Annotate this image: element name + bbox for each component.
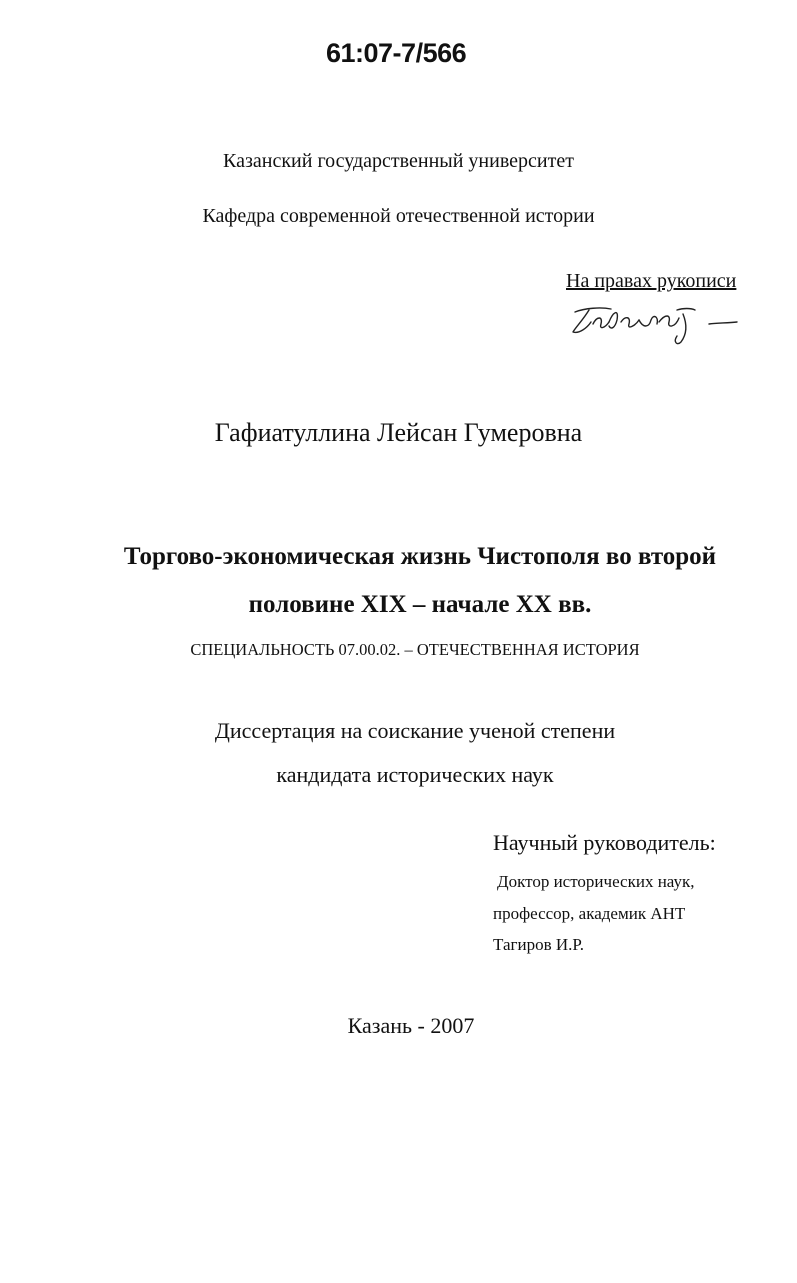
department-name: Кафедра современной отечественной истории <box>202 205 595 227</box>
catalog-number: 61:07-7/566 <box>326 38 467 68</box>
handwritten-signature <box>565 298 745 348</box>
dissertation-line-2: кандидата исторических наук <box>276 762 554 787</box>
manuscript-rights-label: На правах рукописи <box>566 270 737 292</box>
supervisor-heading: Научный руководитель: <box>493 830 716 855</box>
specialty-line: СПЕЦИАЛЬНОСТЬ 07.00.02. – ОТЕЧЕСТВЕННАЯ ИСТОРИЯ <box>190 640 640 659</box>
author-name: Гафиатуллина Лейсан Гумеровна <box>214 418 583 447</box>
supervisor-position: профессор, академик АНТ <box>493 904 686 923</box>
thesis-title-line-1: Торгово-экономическая жизнь Чистополя во второй <box>123 543 717 570</box>
thesis-title-line-2: половине XIX – начале XX вв. <box>248 591 592 618</box>
supervisor-degree: Доктор исторических наук, <box>497 872 695 891</box>
city-year: Казань - 2007 <box>347 1013 475 1038</box>
dissertation-line-1: Диссертация на соискание ученой степени <box>214 718 616 743</box>
supervisor-name: Тагиров И.Р. <box>493 935 584 954</box>
university-name: Казанский государственный университет <box>223 150 574 172</box>
